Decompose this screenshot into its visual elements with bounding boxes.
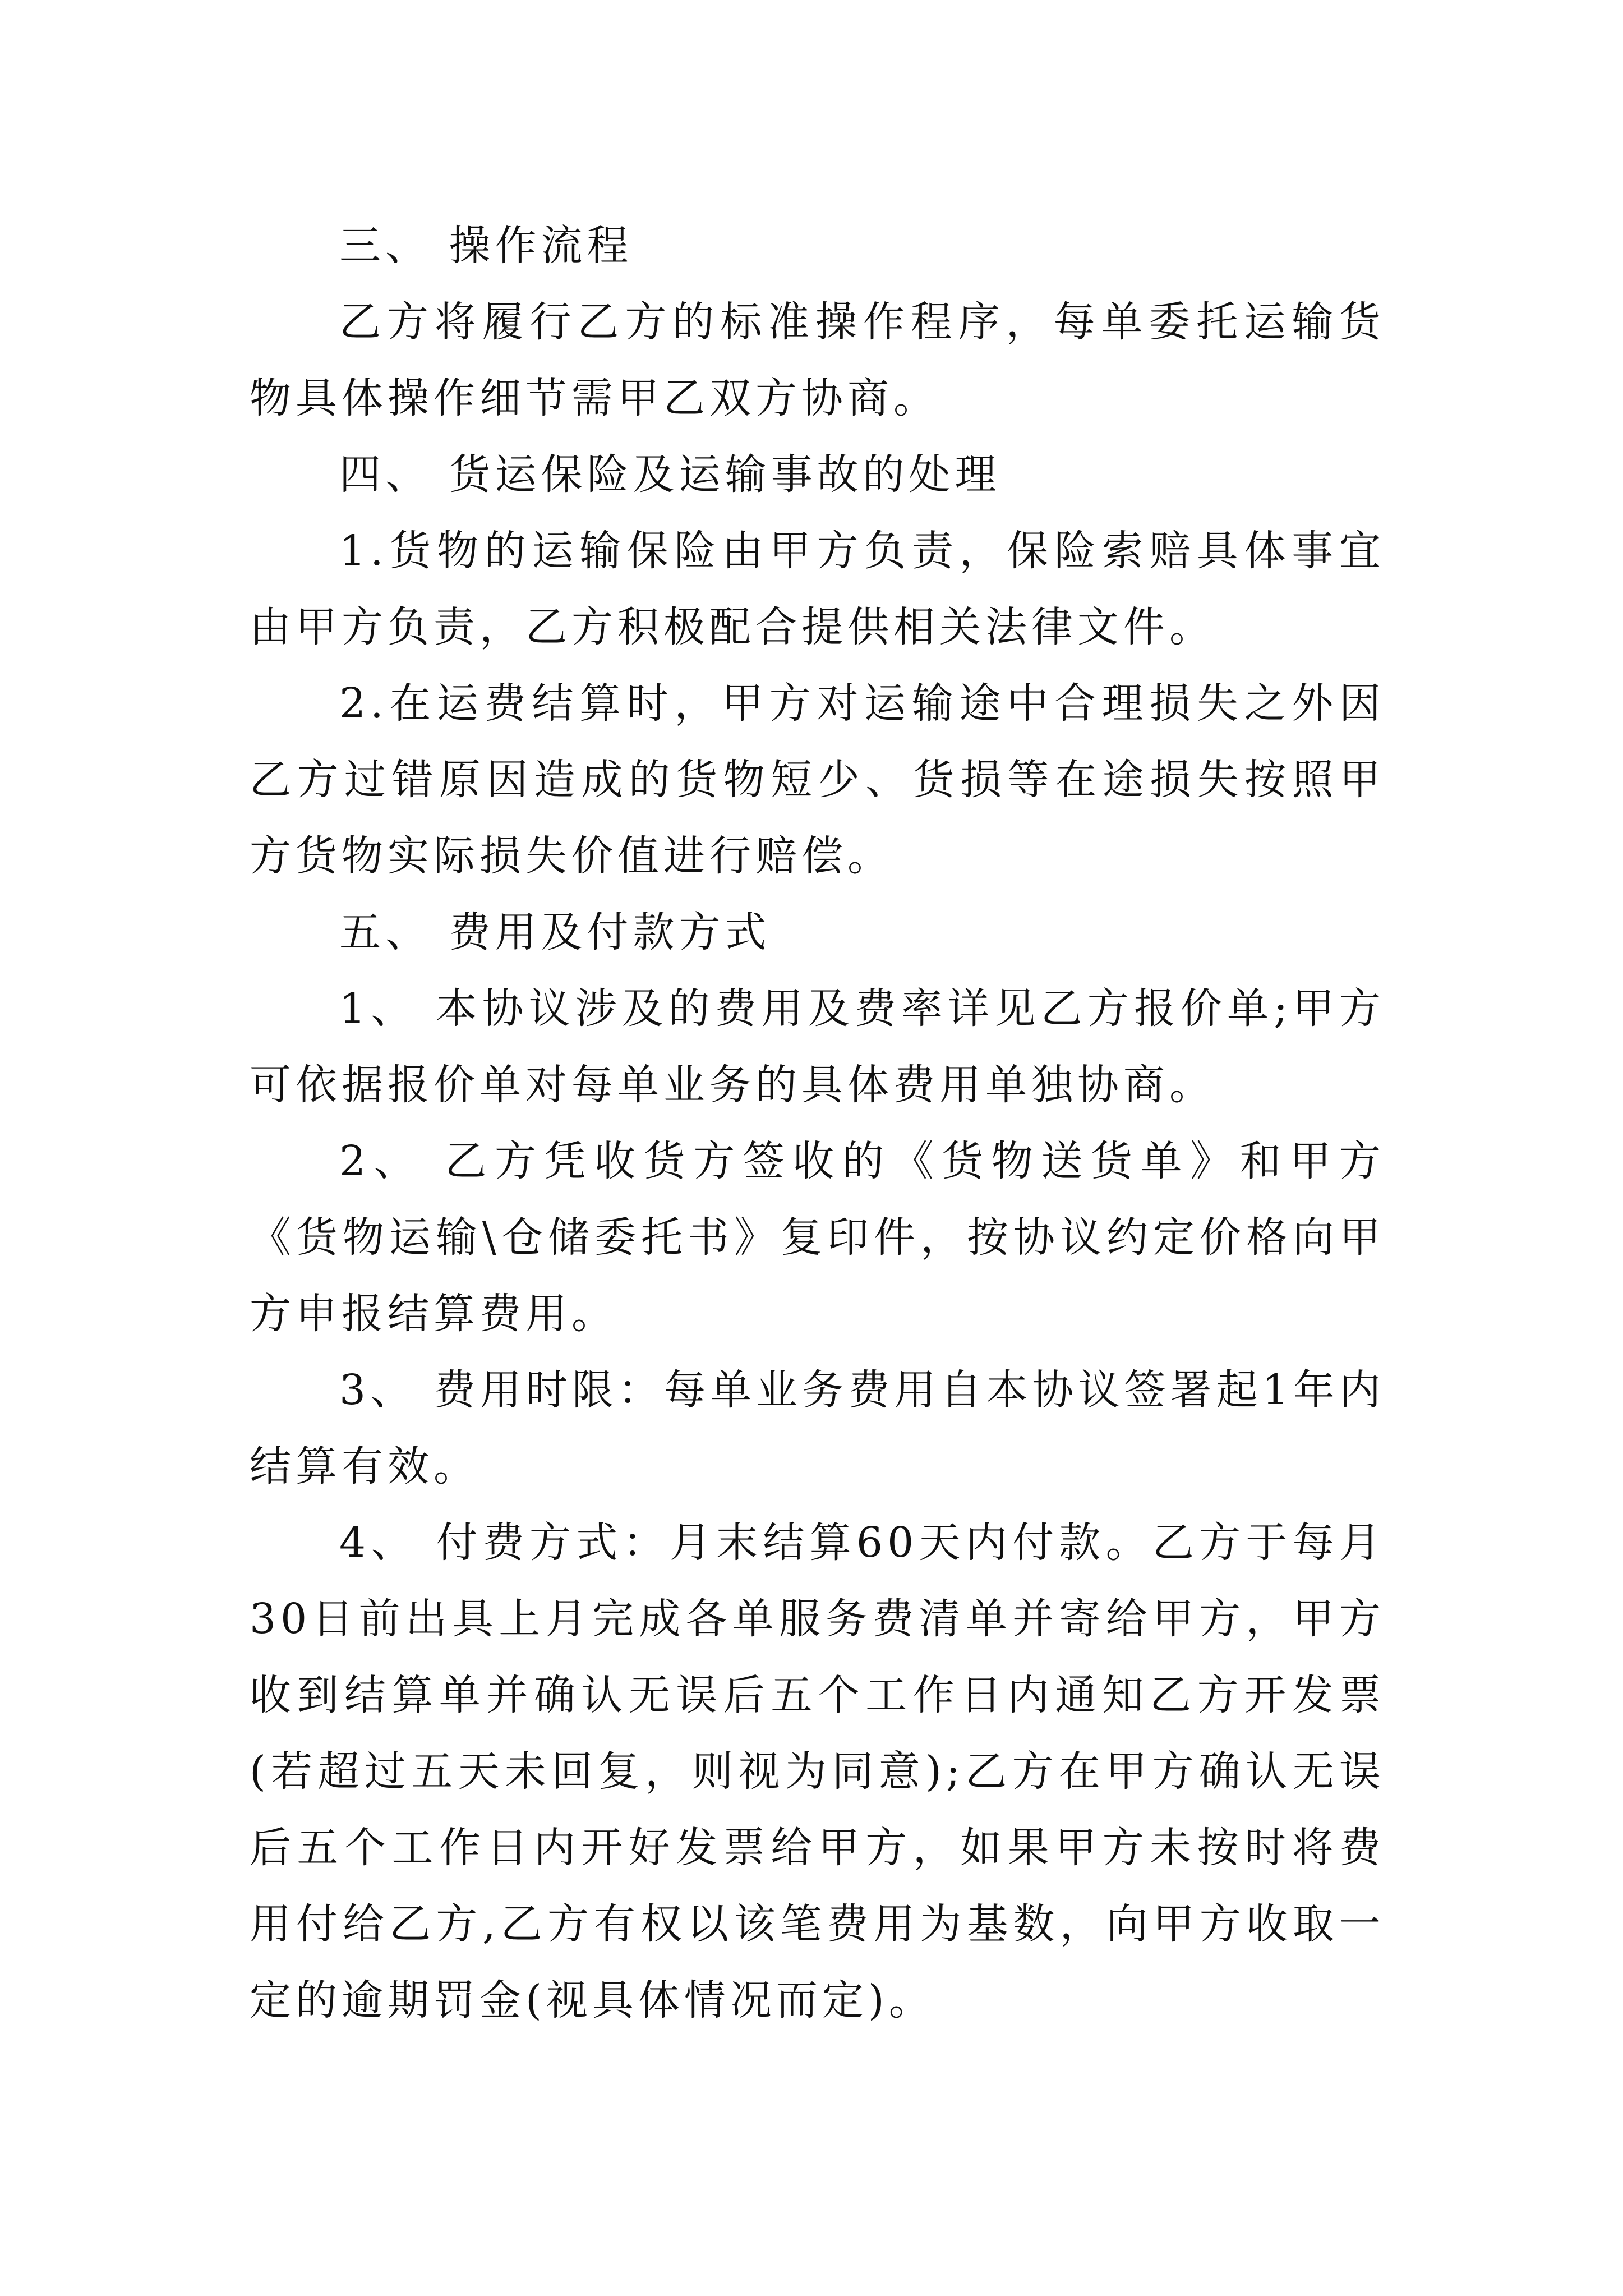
paragraph-fees-1: 1、 本协议涉及的费用及费率详见乙方报价单;甲方可依据报价单对每单业务的具体费用单独协商。 [250,984,1385,1109]
section-heading-fees-payment: 五、 费用及付款方式 [339,908,771,956]
paragraph-fees-3: 3、 费用时限：每单业务费用自本协议签署起1年内结算有效。 [250,1366,1385,1490]
paragraph-insurance-1: 1.货物的运输保险由甲方负责，保险索赔具体事宜由甲方负责，乙方积极配合提供相关法律文件。 [250,527,1385,651]
paragraph-fees-2: 2、 乙方凭收货方签收的《货物送货单》和甲方《货物运输\仓储委托书》复印件，按协议约定价格向甲方申报结算费用。 [250,1137,1385,1338]
paragraph-operation-process: 乙方将履行乙方的标准操作程序，每单委托运输货物具体操作细节需甲乙双方协商。 [250,298,1385,422]
paragraph-insurance-2: 2.在运费结算时，甲方对运输途中合理损失之外因乙方过错原因造成的货物短少、货损等在途损失按照甲方货物实际损失价值进行赔偿。 [250,679,1385,880]
section-heading-insurance-accidents: 四、 货运保险及运输事故的处理 [339,450,1001,499]
paragraph-fees-4: 4、 付费方式：月末结算60天内付款。乙方于每月30日前出具上月完成各单服务费清单并寄给甲方，甲方收到结算单并确认无误后五个工作日内通知乙方开发票(若超过五天未回复，则视为同意);乙方在甲方确认无误后五个工作日内开好发票给甲方，如果甲方未按时将费用付给乙方,乙方有权以该笔费用为基数，向甲方收取一定的逾期罚金(视具体情况而定)。 [250,1519,1385,2024]
document-body [250,208,1385,2039]
section-heading-operation-process: 三、 操作流程 [339,222,633,270]
